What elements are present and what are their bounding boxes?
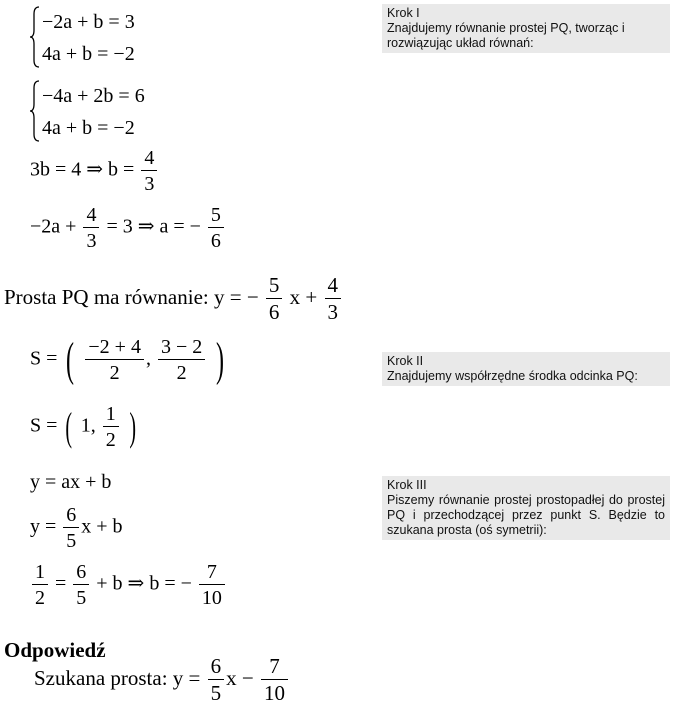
- calc-b2: [30, 562, 227, 608]
- line-pq-x: x +: [289, 284, 318, 309]
- denominator: 2: [109, 362, 120, 384]
- answer-line: [34, 656, 290, 704]
- system-2: [30, 80, 230, 142]
- numerator: 6: [63, 505, 79, 528]
- numerator: 5: [266, 275, 283, 299]
- numerator: 4: [141, 148, 157, 171]
- fraction: [208, 656, 225, 704]
- denominator: 5: [210, 681, 222, 705]
- denominator: 3: [327, 300, 339, 324]
- denominator: 2: [35, 587, 45, 609]
- fraction: [85, 337, 144, 383]
- midpoint-s: S =: [30, 347, 58, 370]
- step-3-title: Krok III: [387, 478, 427, 492]
- system-1: [30, 6, 230, 68]
- numerator: 1: [32, 562, 48, 585]
- step-1-box: [382, 4, 670, 53]
- step-1-title: Krok I: [387, 6, 420, 20]
- calc-a-pre: −2a +: [30, 215, 77, 238]
- numerator: 6: [73, 562, 89, 585]
- fraction: [208, 205, 224, 251]
- system-2-eq1: −4a + 2b = 6: [42, 85, 145, 107]
- numerator: 4: [325, 275, 342, 299]
- denominator: 5: [76, 587, 87, 609]
- answer-x: x −: [226, 665, 254, 690]
- step-3-box: [382, 476, 670, 540]
- calc-b-lhs: 3b = 4 ⇒ b =: [30, 158, 135, 181]
- step-2-title: Krok II: [387, 354, 424, 368]
- fraction: [199, 562, 225, 608]
- step-1-text: Znajdujemy równanie prostej PQ, tworząc i rozwiązując układ równań:: [387, 21, 625, 50]
- fraction: [63, 505, 79, 551]
- numerator: 7: [261, 656, 288, 680]
- right-paren: ): [216, 333, 225, 386]
- numerator: 5: [208, 205, 224, 228]
- denominator: 6: [210, 230, 221, 252]
- denominator: 10: [263, 681, 285, 705]
- fraction: [32, 562, 48, 608]
- fraction: [103, 404, 119, 450]
- denominator: 2: [176, 362, 187, 384]
- answer-label: Szukana prosta:: [34, 665, 168, 690]
- numerator: 1: [103, 404, 119, 427]
- denominator: 3: [144, 173, 155, 195]
- fraction: [325, 275, 342, 323]
- denominator: 3: [86, 230, 97, 252]
- numerator: 6: [208, 656, 225, 680]
- calc-a-mid: = 3 ⇒ a = −: [106, 215, 201, 238]
- midpoint-result: [30, 404, 139, 450]
- fraction: [73, 562, 89, 608]
- left-paren: (: [66, 333, 75, 386]
- midpoint-result-s: S =: [30, 414, 58, 437]
- line-pq: [4, 275, 343, 323]
- numerator: 4: [83, 205, 99, 228]
- denominator: 2: [105, 429, 116, 451]
- denominator: 10: [201, 587, 222, 609]
- line-pq-y: y = −: [213, 284, 259, 309]
- denominator: 5: [66, 530, 77, 552]
- fraction: [261, 656, 288, 704]
- perp-rest: x + b: [81, 515, 123, 538]
- midpoint-formula: S = ( $\frac{-2 + 4}{2}$ , $\frac{3 - 2}{2}$ ): [30, 333, 225, 386]
- calc-b2-eq: =: [55, 572, 67, 595]
- midpoint-result-x: 1,: [80, 414, 96, 437]
- fraction: [266, 275, 283, 323]
- brace-icon: [30, 6, 40, 68]
- step-3-text: Piszemy równanie prostej prostopadłej do prostej PQ i przechodzącej przez punkt S. Będzie to szukana prosta (oś symetrii):: [387, 493, 665, 537]
- brace-icon: [30, 80, 40, 142]
- step-2-text: Znajdujemy współrzędne środka odcinka PQ:: [387, 369, 638, 383]
- system-1-eq1: −2a + b = 3: [42, 11, 135, 33]
- numerator: −2 + 4: [85, 337, 144, 360]
- right-paren: ): [129, 404, 136, 449]
- perp-general: y = ax + b: [30, 471, 112, 493]
- calc-b2-mid: + b ⇒ b = −: [96, 572, 192, 595]
- step-2-box: [382, 352, 670, 386]
- numerator: 7: [199, 562, 225, 585]
- denominator: 6: [268, 300, 280, 324]
- fraction: [141, 148, 157, 194]
- fraction: [158, 337, 205, 383]
- calc-b: [30, 148, 159, 194]
- answer-y: y =: [172, 665, 201, 690]
- left-paren: (: [65, 404, 73, 449]
- calc-a: [30, 205, 226, 251]
- perp-slope: [30, 505, 123, 551]
- system-2-eq2: 4a + b = −2: [42, 117, 135, 139]
- fraction: [83, 205, 99, 251]
- answer-heading: Odpowiedź: [4, 638, 106, 662]
- numerator: 3 − 2: [158, 337, 205, 360]
- perp-y: y =: [30, 515, 57, 538]
- line-pq-label: Prosta PQ ma równanie:: [4, 284, 209, 309]
- system-1-eq2: 4a + b = −2: [42, 43, 135, 65]
